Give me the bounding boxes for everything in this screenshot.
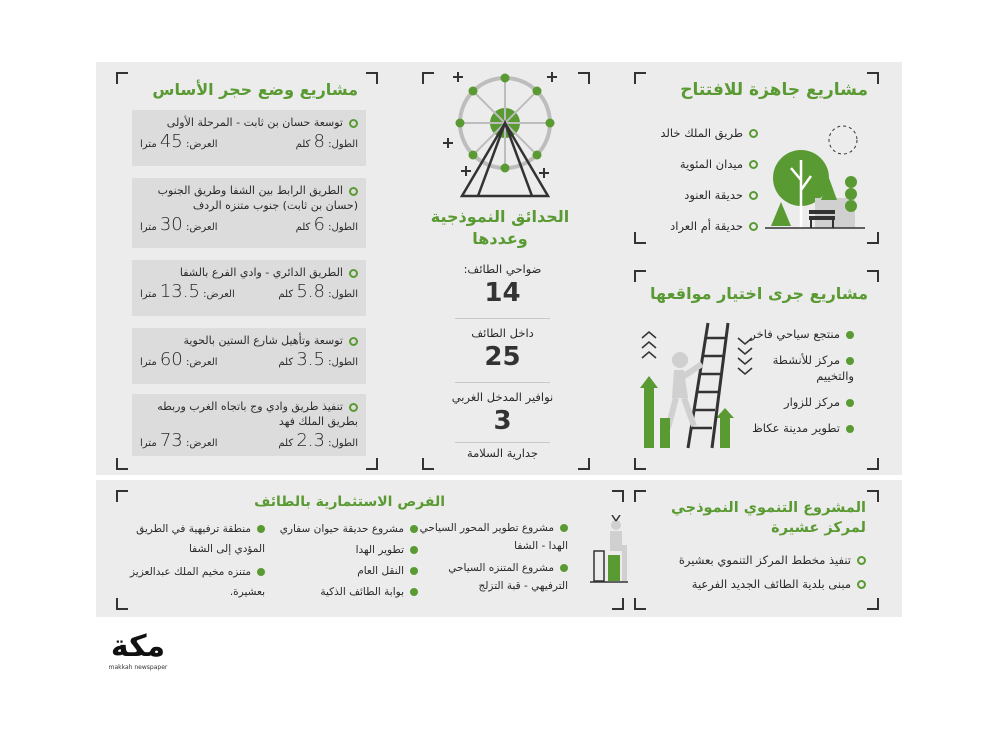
project-name: الطريق الرابط بين الشفا وطريق الجنوب (حسان بن ثابت) جنوب متنزه الردف bbox=[157, 184, 358, 212]
ferris-wheel-icon bbox=[440, 68, 570, 200]
frame-corner bbox=[116, 458, 128, 470]
frame-corner bbox=[116, 598, 128, 610]
foundation-item: توسعة حسان بن ثابت - المرحلة الأولى الطول: 8 كلم العرض: 45 مترا bbox=[132, 110, 366, 166]
frame-corner bbox=[867, 270, 879, 282]
foundation-title: مشاريع وضع حجر الأساس bbox=[152, 80, 358, 99]
stat-value-fountains: 3 bbox=[493, 406, 512, 436]
site-selected-title: مشاريع جرى اختيار مواقعها bbox=[650, 284, 868, 303]
investment-col-mid bbox=[278, 519, 418, 603]
ready-to-open-title: مشاريع جاهزة للافتتاح bbox=[680, 80, 868, 100]
divider bbox=[455, 318, 550, 319]
park-illustration-icon bbox=[765, 120, 865, 235]
list-item: تطوير مدينة عكاظ bbox=[750, 420, 854, 436]
list-item: النقل العام bbox=[278, 561, 418, 582]
divider bbox=[455, 442, 550, 443]
list-item: تنفيذ مخطط المركز التنموي بعشيرة bbox=[641, 548, 866, 572]
frame-corner bbox=[116, 72, 128, 84]
list-item: تطوير الهدا bbox=[278, 540, 418, 561]
frame-corner bbox=[867, 232, 879, 244]
list-item: ميدان المئوية bbox=[628, 149, 758, 180]
list-item: منطقة ترفيهية في الطريق المؤدي إلى الشفا bbox=[136, 523, 265, 555]
foundation-item: تنفيذ طريق وادي وج باتجاه الغرب وربطه بطريق الملك فهد الطول: 2.3 كلم العرض: 73 مترا bbox=[132, 394, 366, 456]
frame-corner bbox=[867, 490, 879, 502]
stat-value-inside: 25 bbox=[484, 342, 521, 372]
gardens-title: الحدائق النموذجية وعددها bbox=[430, 207, 570, 248]
list-item: منتجع سياحي فاخر bbox=[750, 326, 854, 342]
frame-corner bbox=[867, 458, 879, 470]
foundation-item: الطريق الدائري - وادي الفرع بالشفا الطول: 5.8 كلم العرض: 13.5 مترا bbox=[132, 260, 366, 316]
list-item: بوابة الطائف الذكية bbox=[278, 582, 418, 603]
project-name: توسعة حسان بن ثابت - المرحلة الأولى bbox=[166, 116, 343, 129]
logo-tagline: makkah newspaper bbox=[108, 664, 168, 671]
frame-corner bbox=[634, 270, 646, 282]
stat-label-fountains: نوافير المدخل الغربي bbox=[451, 390, 554, 404]
frame-corner bbox=[116, 490, 128, 502]
frame-corner bbox=[867, 598, 879, 610]
site-selected-list bbox=[750, 326, 854, 436]
list-item: مشروع تطوير المحور السياحي الهدا - الشفا bbox=[419, 522, 568, 552]
logo-text: مكة bbox=[110, 629, 166, 664]
frame-corner bbox=[634, 598, 646, 610]
frame-corner bbox=[634, 490, 646, 502]
frame-corner bbox=[634, 72, 646, 84]
list-item: مركز للزوار bbox=[750, 394, 854, 410]
model-project-title: المشروع التنموي النموذجي لمركز عشيرة bbox=[671, 500, 866, 536]
gardens-footer: جدارية السلامة bbox=[466, 446, 539, 460]
stat-label-suburbs: ضواحي الطائف: bbox=[463, 262, 542, 276]
list-item: طريق الملك خالد bbox=[628, 118, 758, 149]
stat-value-suburbs: 14 bbox=[484, 278, 521, 308]
list-item: مشروع المتنزه السياحي الترفيهي - قبة التزلج bbox=[448, 562, 568, 592]
frame-corner bbox=[578, 72, 590, 84]
frame-corner bbox=[366, 458, 378, 470]
stat-label-inside: داخل الطائف bbox=[471, 326, 534, 340]
frame-corner bbox=[612, 598, 624, 610]
list-item: مشروع حديقة حيوان سفاري bbox=[278, 519, 418, 540]
foundation-item: توسعة وتأهيل شارع الستين بالحوية الطول: 3.5 كلم العرض: 60 مترا bbox=[132, 328, 366, 384]
list-item: متنزه مخيم الملك عبدالعزيز بعشيرة. bbox=[130, 566, 265, 598]
investment-col-right bbox=[418, 519, 568, 595]
ready-to-open-list bbox=[628, 118, 758, 242]
investment-col-left bbox=[130, 519, 265, 602]
list-item: حديقة أم العراد bbox=[628, 211, 758, 242]
list-item: مبنى بلدية الطائف الجديد الفرعية bbox=[641, 572, 866, 596]
growth-person-icon bbox=[590, 515, 628, 583]
list-item: مركز للأنشطة والتخييم bbox=[772, 353, 854, 383]
foundation-item: الطريق الرابط بين الشفا وطريق الجنوب (حسان بن ثابت) جنوب متنزه الردف الطول: 6 كلم العرض: 30 مترا bbox=[132, 178, 366, 248]
model-project-list bbox=[641, 548, 866, 596]
project-name: تنفيذ طريق وادي وج باتجاه الغرب وربطه بطريق الملك فهد bbox=[157, 400, 358, 428]
project-name: توسعة وتأهيل شارع الستين بالحوية bbox=[183, 334, 343, 347]
project-name: الطريق الدائري - وادي الفرع بالشفا bbox=[179, 266, 343, 279]
frame-corner bbox=[612, 490, 624, 502]
frame-corner bbox=[634, 458, 646, 470]
frame-corner bbox=[867, 72, 879, 84]
ladder-climber-icon bbox=[638, 318, 758, 453]
frame-corner bbox=[366, 72, 378, 84]
list-item: حديقة العنود bbox=[628, 180, 758, 211]
makkah-logo bbox=[98, 630, 178, 674]
divider bbox=[455, 382, 550, 383]
frame-corner bbox=[422, 72, 434, 84]
investment-title: الفرص الاستثمارية بالطائف bbox=[254, 494, 445, 510]
